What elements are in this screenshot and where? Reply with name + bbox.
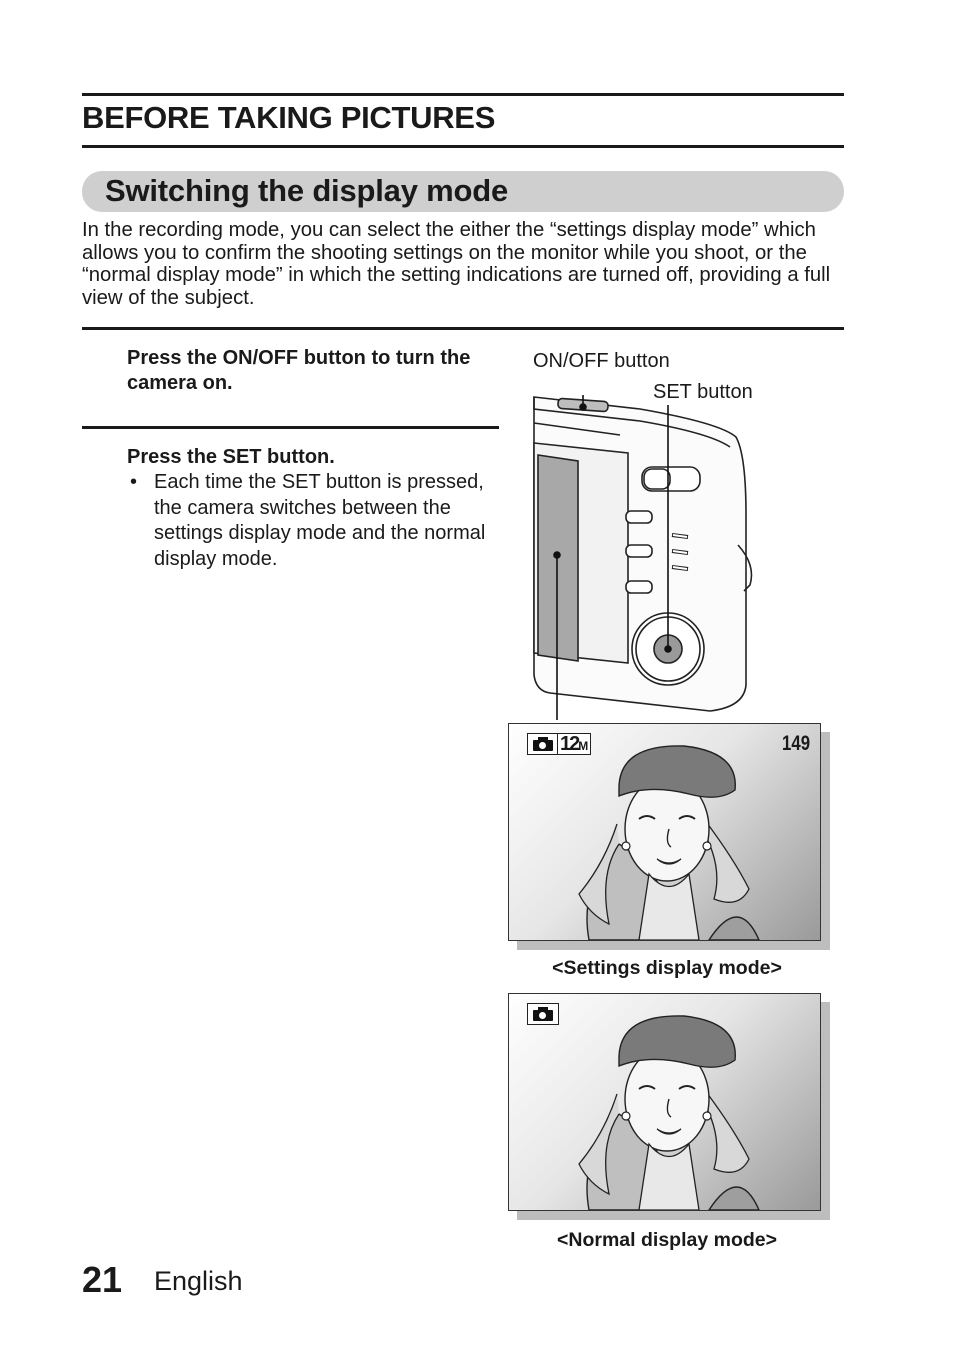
side-button-3: [626, 581, 652, 593]
bullet-dot: •: [130, 471, 138, 493]
side-button-1: [626, 511, 652, 523]
camera-mode-icon: [527, 1003, 559, 1025]
resolution-unit: M: [578, 739, 589, 753]
settings-display-screen: [508, 723, 821, 941]
intro-paragraph: In the recording mode, you can select the either the “settings display mode” which allows you to confirm the shooting settings on the monitor while you shoot, or the “normal display mode” in which the setting indications are turned off, providing a full view of the subject.: [82, 219, 831, 310]
normal-mode-caption: <Normal display mode>: [557, 1229, 777, 1251]
camera-illustration: [510, 395, 760, 720]
onoff-callout: ON/OFF button: [533, 350, 670, 372]
normal-display-screen: [508, 993, 821, 1211]
step-1-title: Press the ON/OFF button to turn the camera on.: [127, 347, 471, 394]
step-2-bullet: [127, 470, 494, 572]
portrait-illustration: [509, 994, 820, 1210]
remaining-shots: 149: [781, 732, 810, 755]
settings-mode-caption: <Settings display mode>: [552, 957, 782, 979]
step-2-title: Press the SET button.: [127, 446, 335, 468]
portrait-illustration: [509, 724, 820, 940]
resolution-value: 12: [560, 733, 579, 755]
title-rule: [82, 145, 844, 148]
camera-mode-icon: [527, 733, 559, 755]
set-callout: SET button: [653, 381, 753, 403]
page-number: 21: [82, 1259, 123, 1300]
top-rule: [82, 93, 844, 96]
steps-rule: [82, 327, 844, 330]
step-2-bullet-text: Each time the SET button is pressed, the camera switches between the settings display mode and the normal display mode.: [154, 471, 486, 570]
language-label: English: [154, 1266, 243, 1296]
step-divider: [82, 426, 499, 429]
subheading: Switching the display mode: [105, 173, 509, 208]
resolution-indicator: [557, 733, 591, 755]
section-title: BEFORE TAKING PICTURES: [82, 100, 496, 135]
side-button-2: [626, 545, 652, 557]
